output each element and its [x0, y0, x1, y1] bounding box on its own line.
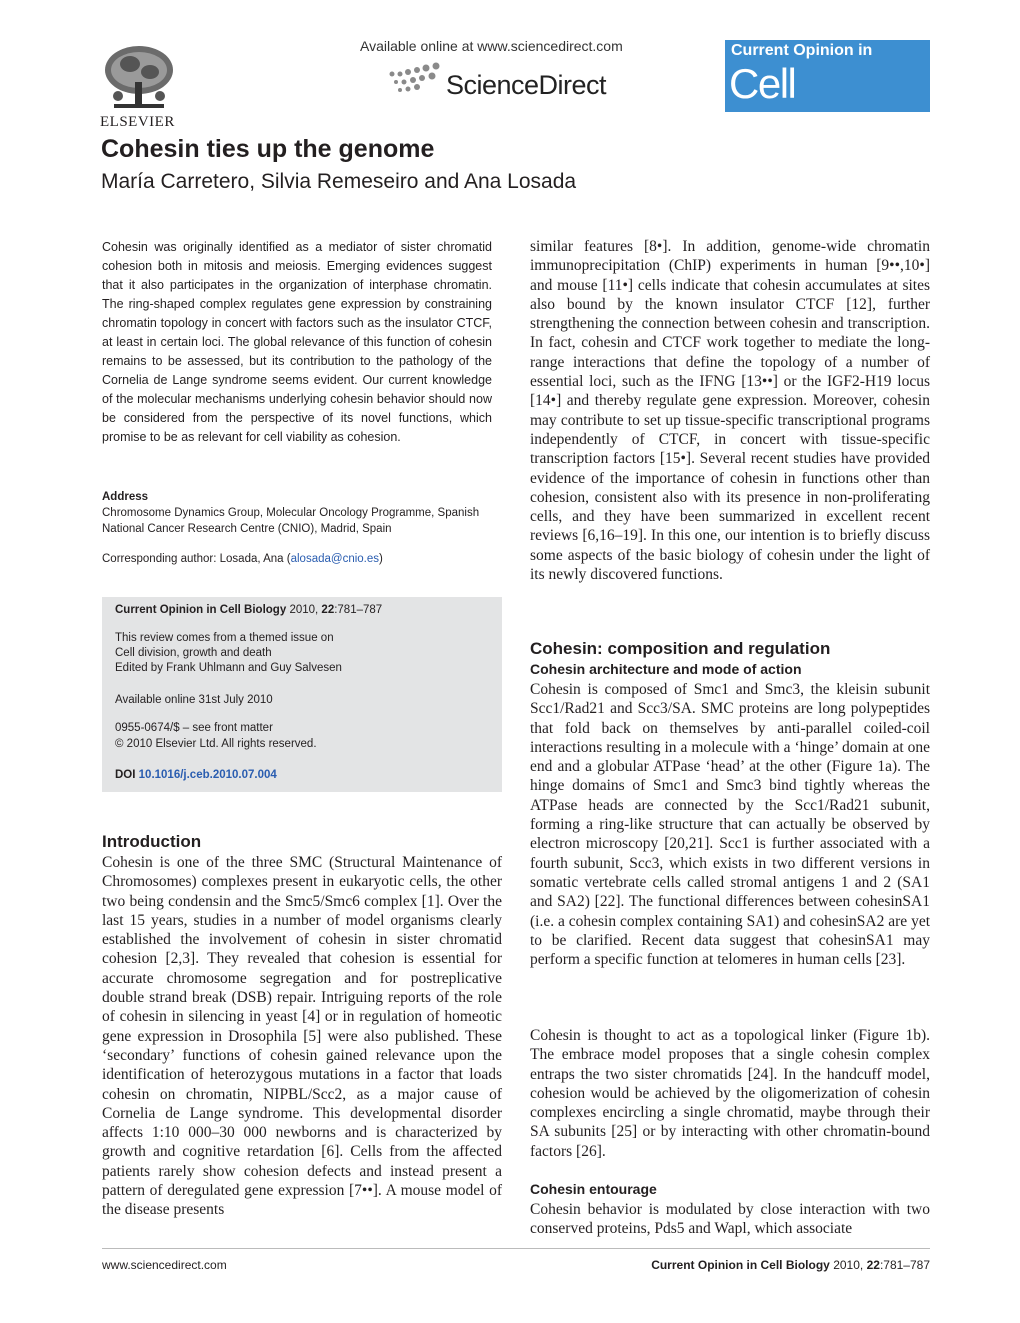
footer-citation [651, 1258, 930, 1272]
corresponding-email-link[interactable]: alosada@cnio.es [290, 553, 380, 565]
journal-logo-top: Current Opinion in [731, 42, 873, 59]
abstract: Cohesin was originally identified as a mediator of sister chromatid cohesion both in mitosis and meiosis. Emerging evidences suggest that it also participates in the organization of interphase chromatin. The ring-shaped complex regulates gene expression by constraining chromatin topology in concert with factors such as the insulator CTCF, at least in certain loci. The global relevance of this function of cohesin remains to be assessed, but its contribution to the pathology of the Cornelia de Lange syndrome seems evident. Our current knowledge of the molecular mechanisms underlying cohesin behavior should now be considered from the perspective of its novel functions, which promise to be as relevant for cell viability as cohesion. [102, 240, 492, 444]
editors-line: Edited by Frank Uhlmann and Guy Salvesen [115, 662, 342, 674]
architecture-paragraph-1: Cohesin is composed of Smc1 and Smc3, the kleisin subunit Scc1/Rad21 and Scc3/SA. SMC proteins are long polypeptides that fold back on themselves by anti-parallel coiled-coil interactions resulting in a molecule with a ‘hinge’ domain at one end and a globular ATPase ‘head’ at the other (Figure 1a). The hinge domains of Smc1 and Smc3 bind tightly whereas the ATPase heads are connected by the Scc1/Rad21 subunit, forming a ring-like structure that can actually be observed by electron microscopy [20,21]. Scc1 is further associated with a fourth subunit, Scc3, which exists in two different versions in somatic vertebrate cells called stromal antigens 1 and 2 (SA1 and SA2) [22]. The functional differences between cohesinSA1 (i.e. a cohesin complex containing SA1) and cohesinSA2 are yet to be clarified. Recent data suggest that cohesinSA1 may perform a specific function at telomeres in human cells [23]. [530, 681, 930, 969]
introduction-paragraph: Cohesin is one of the three SMC (Structural Maintenance of Chromosomes) complexes present in eukaryotic cells, the other two being condensin and the Smc5/Smc6 complex [1]. Over the last 15 years, studies in a number of model organisms clearly established the involvement of cohesin in sister chromatid cohesion [2,3]. They revealed that cohesion is essential for accurate chromosome segregation and for postreplicative double strand break (DSB) repair. Intriguing reports of the role of cohesin in silencing in yeast [4] or in regulation of homeotic gene expression in Drosophila [5] were also published. These ‘secondary’ functions of cohesin gained relevance upon the identification of heterozygous mutations in a factor that loads cohesin on chromatin, NIPBL/Scc2, as a major cause of Cornelia de Lange syndrome. This developmental disorder affects 1:10 000–30 000 newborns and is characterized by growth and cognitive retardation [6]. Cells from the affected patients rarely show cohesion defects and instead present a pattern of deregulated gene expression [7••]. A mouse model of the disease presents [102, 854, 502, 1219]
section-heading-composition: Cohesin: composition and regulation [530, 639, 831, 658]
article-title: Cohesin ties up the genome [101, 135, 435, 163]
themed-issue-line-2: Cell division, growth and death [115, 647, 272, 659]
article-info-box [102, 597, 502, 792]
available-date: Available online 31st July 2010 [115, 694, 273, 706]
citation-line [115, 603, 382, 619]
sciencedirect-dots-icon [386, 60, 446, 100]
doi-link[interactable]: 10.1016/j.ceb.2010.07.004 [138, 769, 277, 781]
citation-volume: 22 [321, 604, 335, 616]
architecture-paragraph-2: Cohesin is thought to act as a topological linker (Figure 1b). The embrace model proposes that a single cohesin complex entraps the two sister chromatids [24]. In the handcuff model, cohesion would be achieved by the oligomerization of cohesin complexes encircling a single chromatid, maybe through their SA subunits [25] or by interacting with other chromatin-bound factors [26]. [530, 1027, 930, 1160]
entourage-paragraph: Cohesin behavior is modulated by close interaction with two conserved proteins, Pds5 and Wapl, which associate [530, 1201, 930, 1238]
footer-divider [102, 1248, 930, 1249]
address-block [102, 489, 492, 537]
issn-line: 0955-0674/$ – see front matter [115, 722, 273, 734]
footer-journal: Current Opinion in Cell Biology [651, 1258, 830, 1272]
elsevier-logo [100, 42, 180, 131]
section-heading-introduction: Introduction [102, 832, 202, 851]
corresponding-author [102, 553, 492, 565]
sciencedirect-logo [386, 60, 626, 104]
citation-year: 2010, [289, 604, 319, 616]
elsevier-tree-icon [100, 42, 178, 112]
copyright-line: © 2010 Elsevier Ltd. All rights reserved. [115, 738, 317, 750]
available-online-text: Available online at www.sciencedirect.com [360, 38, 623, 54]
right-column-paragraph-1: similar features [8•]. In addition, genome-wide chromatin immunoprecipitation (ChIP) experiments in human [9••,10•] and mouse [11•] cells indicate that cohesin accumulates at sites also bound by the known insulator CTCF [12], further strengthening the connection between cohesin and transcription. In fact, cohesin and CTCF work together to mediate the long-range interactions that define the topology of a number of essential loci, such as the IFNG [13••] or the IGF2-H19 locus [14•] and thereby regulate gene expression. Moreover, cohesin may contribute to set up tissue-specific transcriptional programs independently of CTCF, in concert with tissue-specific transcription factors [15•]. Several recent studies have provided evidence of the importance of cohesin in functions other than cohesion, consistent also with its presence in non-proliferating cells, and they have been summarized in excellent recent reviews [6,16–19]. In this one, our intention is to briefly discuss some aspects of the basic biology of cohesin under the light of its newly discovered functions. [530, 238, 930, 584]
doi-label: DOI [115, 769, 136, 781]
citation-pages: :781–787 [334, 604, 383, 616]
journal-logo-bottom: Cell Biology [729, 60, 857, 157]
footer-volume: 22 [866, 1258, 880, 1272]
subheading-entourage: Cohesin entourage [530, 1181, 657, 1197]
article-authors: María Carretero, Silvia Remeseiro and Ana Losada [101, 170, 577, 193]
sciencedirect-wordmark: ScienceDirect [446, 70, 607, 100]
themed-issue-line-1: This review comes from a themed issue on [115, 632, 334, 644]
address-label: Address [102, 491, 149, 503]
doi-line [115, 768, 277, 784]
corresponding-prefix: Corresponding author: Losada, Ana ( [102, 553, 291, 565]
subheading-architecture: Cohesin architecture and mode of action [530, 661, 802, 677]
footer-website: www.sciencedirect.com [102, 1258, 227, 1272]
footer-pages: :781–787 [879, 1258, 930, 1272]
footer-year: 2010, [833, 1258, 864, 1272]
address-text: Chromosome Dynamics Group, Molecular Oncology Programme, Spanish National Cancer Research Centre (CNIO), Madrid, Spain [102, 507, 480, 535]
citation-journal: Current Opinion in Cell Biology [115, 604, 287, 616]
corresponding-suffix: ) [379, 553, 383, 565]
journal-logo [725, 40, 930, 157]
publisher-name: ELSEVIER [100, 114, 175, 130]
